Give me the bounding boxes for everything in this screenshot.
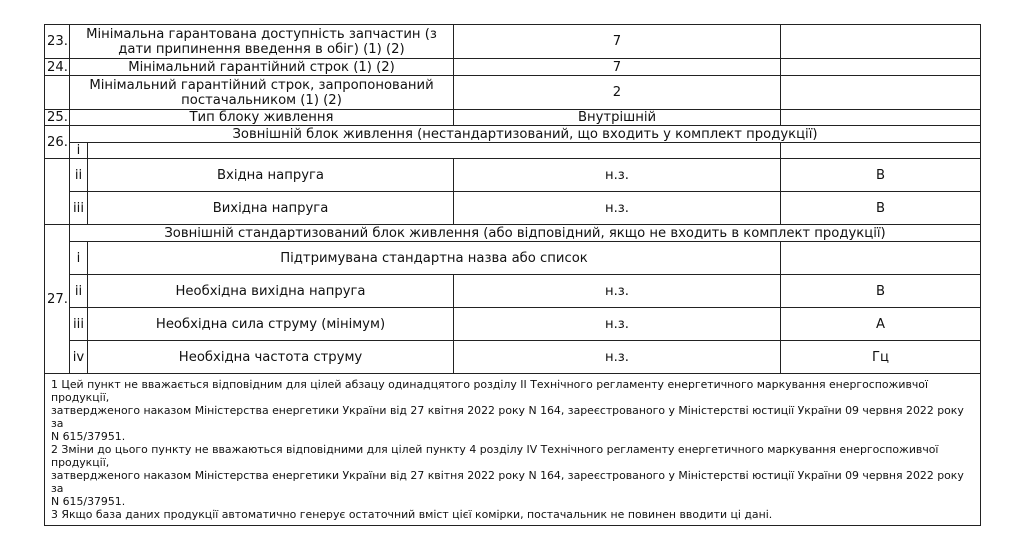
footnote-2-line-a: 2 Зміни до цього пункту не вважаються відповідними для цілей пункту 4 розділу IV Технічного регламенту енергетичного маркування енергоспоживчої продукції,: [51, 443, 939, 469]
row-number: 27.: [45, 225, 70, 374]
table-row-26-ii: [45, 159, 981, 192]
sub-index: ii: [70, 159, 88, 192]
row-label: Тип блоку живлення: [70, 110, 454, 126]
row-value: 2: [454, 76, 781, 110]
sub-value: н.з.: [454, 192, 781, 225]
footnote-2-line-c: N 615/37951.: [51, 495, 126, 508]
row-unit: [781, 76, 981, 110]
row-value: Внутрішній: [454, 110, 781, 126]
footnote-3: 3 Якщо база даних продукції автоматично генерує остаточний вміст цієї комірки, постачальник не повинен вводити ці дані.: [51, 508, 773, 521]
table-row-25: [45, 110, 981, 126]
sub-index: i: [70, 242, 88, 275]
table-row-27-ii: [45, 275, 981, 308]
table-row-26-iii: [45, 192, 981, 225]
row-value: 7: [454, 25, 781, 59]
sub-label: Необхідна вихідна напруга: [88, 275, 454, 308]
sub-label: Вихідна напруга: [88, 192, 454, 225]
sub-index: iii: [70, 192, 88, 225]
table-row-27-header: [45, 225, 981, 242]
table-row-26-i: [45, 143, 981, 159]
sub-value: н.з.: [454, 159, 781, 192]
document-page: [44, 24, 980, 526]
footnotes-row: [45, 374, 981, 526]
row-number: 24.: [45, 59, 70, 76]
sub-label: Необхідна сила струму (мінімум): [88, 308, 454, 341]
footnote-1-line-b: затвердженого наказом Міністерства енергетики України від 27 квітня 2022 року N 164, зареєстрованого у Міністерстві юстиції України 09 червня 2022 року за: [51, 404, 964, 430]
table-row-27-iii: [45, 308, 981, 341]
sub-label: [88, 143, 781, 159]
row-unit: [781, 25, 981, 59]
table-row-24-supplier: [45, 76, 981, 110]
row-number-blank: [45, 159, 70, 225]
sub-unit: В: [781, 192, 981, 225]
table-row-26-header: [45, 126, 981, 143]
row-number: 26.: [45, 126, 70, 159]
table-row-24: [45, 59, 981, 76]
table-row-23: [45, 25, 981, 59]
sub-value: н.з.: [454, 341, 781, 374]
sub-label: Необхідна частота струму: [88, 341, 454, 374]
footnotes-cell: [45, 374, 981, 526]
sub-unit: В: [781, 275, 981, 308]
sub-unit: Гц: [781, 341, 981, 374]
row-value: 7: [454, 59, 781, 76]
spec-table: [44, 24, 981, 526]
section-header: Зовнішній блок живлення (нестандартизований, що входить у комплект продукції): [70, 126, 981, 143]
row-unit: [781, 143, 981, 159]
sub-unit: А: [781, 308, 981, 341]
sub-index: iii: [70, 308, 88, 341]
footnote-1-line-c: N 615/37951.: [51, 430, 126, 443]
row-label: Мінімальна гарантована доступність запчастин (з дати припинення введення в обіг) (1) (2): [70, 25, 454, 59]
row-label: Мінімальний гарантійний строк (1) (2): [70, 59, 454, 76]
row-number: 25.: [45, 110, 70, 126]
sub-value: н.з.: [454, 275, 781, 308]
sub-label: Підтримувана стандартна назва або список: [88, 242, 781, 275]
section-header: Зовнішній стандартизований блок живлення (або відповідний, якщо не входить в комплект продукції): [70, 225, 981, 242]
sub-unit: В: [781, 159, 981, 192]
footnote-1-line-a: 1 Цей пункт не вважається відповідним для цілей абзацу одинадцятого розділу II Технічного регламенту енергетичного маркування енергоспоживчої продукції,: [51, 378, 928, 404]
row-number: 23.: [45, 25, 70, 59]
footnote-2-line-b: затвердженого наказом Міністерства енергетики України від 27 квітня 2022 року N 164, зареєстрованого у Міністерстві юстиції України 09 червня 2022 року за: [51, 469, 964, 495]
sub-index: iv: [70, 341, 88, 374]
sub-value: н.з.: [454, 308, 781, 341]
table-row-27-i: [45, 242, 981, 275]
sub-index: ii: [70, 275, 88, 308]
table-row-27-iv: [45, 341, 981, 374]
sub-index: i: [70, 143, 88, 159]
row-unit: [781, 110, 981, 126]
row-unit: [781, 242, 981, 275]
row-number: [45, 76, 70, 110]
row-unit: [781, 59, 981, 76]
sub-label: Вхідна напруга: [88, 159, 454, 192]
row-label: Мінімальний гарантійний строк, запропонований постачальником (1) (2): [70, 76, 454, 110]
